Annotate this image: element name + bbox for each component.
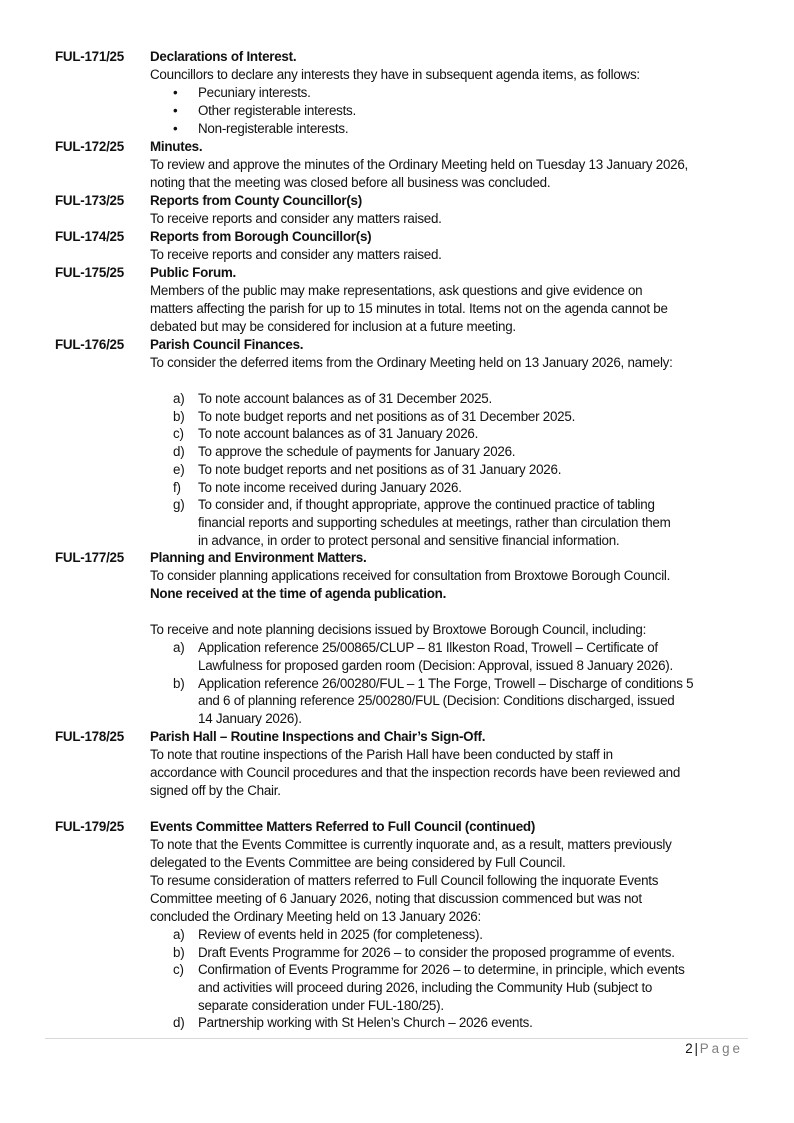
item-text: accordance with Council procedures and that the inspection records have been reviewed and: [150, 764, 681, 780]
item-ref: FUL-178/25: [55, 728, 124, 744]
item-title: Events Committee Matters Referred to Full Council (continued): [150, 818, 536, 834]
agenda-item-172: [55, 138, 755, 192]
list-item: a) To note account balances as of 31 December 2025.: [173, 391, 492, 406]
list-item: c) Confirmation of Events Programme for 2026 – to determine, in principle, which events and activities will proceed during 2026, including the Community Hub (subject to separate consideration under FUL-180/25).: [173, 962, 685, 1013]
item-ref: FUL-174/25: [55, 229, 124, 244]
planning-decisions-list: [150, 639, 755, 728]
list-item: d) To approve the schedule of payments for January 2026.: [173, 444, 516, 460]
list-item: d) Partnership working with St Helen’s Church – 2026 events.: [173, 1015, 533, 1031]
item-text: concluded the Ordinary Meeting held on 13 January 2026:: [150, 908, 481, 924]
item-ref: FUL-172/25: [55, 139, 124, 154]
list-item: b) To note budget reports and net positions as of 31 December 2025.: [173, 408, 576, 424]
agenda-item-175: [55, 264, 755, 336]
page-footer: [685, 1041, 743, 1056]
item-text: matters affecting the parish for up to 15 minutes in total. Items not on the agenda cannot be: [150, 301, 668, 316]
page-number: 2: [685, 1041, 693, 1056]
item-title: Planning and Environment Matters.: [150, 550, 367, 566]
item-text: To receive reports and consider any matters raised.: [150, 211, 442, 226]
item-ref: FUL-177/25: [55, 550, 124, 566]
item-text: To note that the Events Committee is currently inquorate and, as a result, matters previously: [150, 836, 672, 852]
list-item: • Non-registerable interests.: [173, 120, 755, 138]
item-text: To resume consideration of matters referred to Full Council following the inquorate Events: [150, 872, 659, 888]
list-item: a) Application reference 25/00865/CLUP – 81 Ilkeston Road, Trowell – Certificate of Lawfulness for proposed garden room (Decision: Approval, issued 8 January 2026).: [173, 640, 673, 674]
agenda-item-179: [55, 818, 755, 1032]
item-text: To consider planning applications received for consultation from Broxtowe Borough Council.: [150, 568, 671, 584]
finance-list: [150, 390, 755, 549]
list-item: b) Draft Events Programme for 2026 – to consider the proposed programme of events.: [173, 944, 675, 960]
item-title: Minutes.: [150, 139, 203, 154]
agenda-page: [55, 48, 755, 1032]
interest-list: [150, 84, 755, 138]
footer-separator: |: [694, 1041, 698, 1056]
page-label: Page: [699, 1041, 743, 1056]
item-ref: FUL-173/25: [55, 193, 124, 208]
agenda-item-177: [55, 549, 755, 728]
item-title: Parish Council Finances.: [150, 337, 304, 352]
item-intro: To receive and note planning decisions issued by Broxtowe Borough Council, including:: [150, 622, 647, 638]
item-title: Parish Hall – Routine Inspections and Chair’s Sign-Off.: [150, 728, 486, 744]
item-text: To review and approve the minutes of the Ordinary Meeting held on Tuesday 13 January 2026,: [150, 157, 689, 172]
agenda-item-174: [55, 228, 755, 264]
item-intro: To consider the deferred items from the Ordinary Meeting held on 13 January 2026, namely:: [150, 355, 673, 370]
events-list: [150, 926, 755, 1032]
item-ref: FUL-175/25: [55, 265, 124, 280]
agenda-item-176: [55, 336, 755, 549]
list-item: • Pecuniary interests.: [173, 84, 755, 102]
footer-divider: [45, 1038, 748, 1039]
item-title: Declarations of Interest.: [150, 49, 297, 64]
agenda-item-178: [55, 728, 755, 800]
item-title: Public Forum.: [150, 265, 237, 280]
item-text: To receive reports and consider any matters raised.: [150, 247, 442, 262]
item-intro: Councillors to declare any interests they have in subsequent agenda items, as follows:: [150, 67, 640, 82]
item-text: Members of the public may make representations, ask questions and give evidence on: [150, 283, 643, 298]
item-ref: FUL-179/25: [55, 818, 124, 834]
item-ref: FUL-171/25: [55, 49, 124, 64]
item-notice: None received at the time of agenda publication.: [150, 586, 447, 602]
list-item: • Other registerable interests.: [173, 102, 755, 120]
agenda-item-173: [55, 192, 755, 228]
item-text: delegated to the Events Committee are being considered by Full Council.: [150, 854, 566, 870]
item-title: Reports from Borough Councillor(s): [150, 229, 372, 244]
item-text: debated but may be considered for inclusion at a future meeting.: [150, 319, 516, 334]
agenda-item-171: [55, 48, 755, 138]
item-ref: FUL-176/25: [55, 337, 124, 352]
list-item: g) To consider and, if thought appropriate, approve the continued practice of tabling financial reports and supporting schedules at meetings, rather than circulation them in advance, in order to protect personal and sensitive financial information.: [173, 497, 671, 548]
list-item: e) To note budget reports and net positions as of 31 January 2026.: [173, 461, 562, 477]
item-text: signed off by the Chair.: [150, 782, 281, 798]
list-item: f) To note income received during January 2026.: [173, 479, 462, 495]
item-text: To note that routine inspections of the Parish Hall have been conducted by staff in: [150, 746, 613, 762]
list-item: a) Review of events held in 2025 (for completeness).: [173, 926, 483, 942]
item-text: noting that the meeting was closed before all business was concluded.: [150, 175, 551, 190]
list-item: c) To note account balances as of 31 January 2026.: [173, 426, 479, 442]
item-text: Committee meeting of 6 January 2026, noting that discussion commenced but was not: [150, 890, 642, 906]
list-item: b) Application reference 26/00280/FUL – 1 The Forge, Trowell – Discharge of conditions 5 and 6 of planning reference 25/00280/FUL (Decision: Conditions discharged, issued 14 January 2026).: [173, 675, 694, 727]
item-title: Reports from County Councillor(s): [150, 193, 362, 208]
